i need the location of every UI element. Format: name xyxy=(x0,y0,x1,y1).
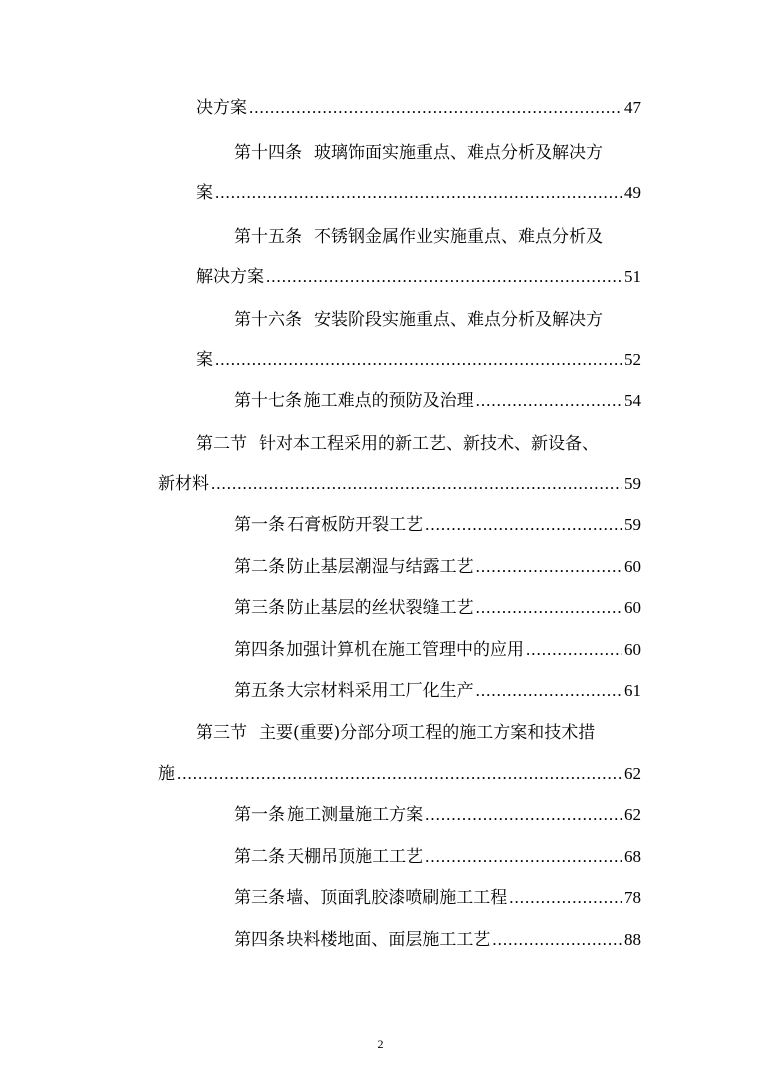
toc-entry-page: 68 xyxy=(624,847,641,866)
toc-entry-number: 第十七条 xyxy=(234,391,302,411)
toc-entry-number: 第五条 xyxy=(234,681,285,701)
dot-leader xyxy=(509,887,622,909)
toc-entry-page: 59 xyxy=(624,474,641,493)
toc-section-number: 第二节 xyxy=(196,434,247,454)
toc-entry xyxy=(234,639,641,661)
toc-section-label: 针对本工程采用的新工艺、新技术、新设备、 xyxy=(259,434,599,454)
toc-entry-number: 第四条 xyxy=(234,640,285,660)
toc-entry-number: 第三条 xyxy=(234,888,285,908)
toc-entry-label: 天棚吊顶施工工艺 xyxy=(287,847,424,867)
toc-entry xyxy=(196,266,641,288)
toc-entry-page: 52 xyxy=(624,350,641,369)
toc-entry-label: 加强计算机在施工管理中的应用 xyxy=(286,640,525,660)
toc-entry-heading xyxy=(234,142,603,164)
toc-entry-number: 第二条 xyxy=(234,847,285,867)
toc-entry xyxy=(234,390,641,412)
toc-entry-page: 88 xyxy=(624,930,641,949)
toc-entry xyxy=(158,473,641,495)
dot-leader xyxy=(249,97,622,119)
dot-leader xyxy=(215,349,622,371)
toc-entry-page: 60 xyxy=(624,640,641,659)
toc-entry xyxy=(234,597,641,619)
toc-entry-page: 54 xyxy=(624,391,641,410)
toc-entry-label: 防止基层的丝状裂缝工艺 xyxy=(286,598,474,618)
toc-entry-label: 防止基层潮湿与结露工艺 xyxy=(286,557,474,577)
toc-entry xyxy=(234,556,641,578)
dot-leader xyxy=(215,182,622,204)
toc-entry xyxy=(234,846,641,868)
toc-entry-label: 石膏板防开裂工艺 xyxy=(287,515,424,535)
dot-leader xyxy=(476,556,622,578)
toc-entry-label: 施工测量施工方案 xyxy=(287,805,424,825)
toc-entry-heading xyxy=(234,309,603,331)
toc-entry-number: 第二条 xyxy=(234,557,285,577)
toc-entry-number: 第三条 xyxy=(234,598,285,618)
toc-entry-label: 施 xyxy=(158,764,175,784)
toc-entry-label: 安装阶段实施重点、难点分析及解决方 xyxy=(314,310,603,330)
toc-entry-label: 大宗材料采用工厂化生产 xyxy=(286,681,474,701)
dot-leader xyxy=(177,763,622,785)
toc-entry xyxy=(234,514,641,536)
toc-entry-label: 案 xyxy=(196,183,213,203)
toc-entry-label: 墙、顶面乳胶漆喷刷施工工程 xyxy=(286,888,508,908)
dot-leader xyxy=(425,846,622,868)
toc-entry-page: 78 xyxy=(624,888,641,907)
toc-entry xyxy=(234,887,641,909)
toc-entry-page: 62 xyxy=(624,805,641,824)
toc-entry-number: 第十四条 xyxy=(234,143,302,163)
toc-entry-page: 60 xyxy=(624,598,641,617)
toc-entry xyxy=(234,680,641,702)
dot-leader xyxy=(476,597,622,619)
dot-leader xyxy=(526,639,622,661)
toc-entry-page: 61 xyxy=(624,681,641,700)
toc-entry-page: 62 xyxy=(624,764,641,783)
toc-entry-number: 第十五条 xyxy=(234,227,302,247)
dot-leader xyxy=(425,804,622,826)
toc-section-label: 主要(重要)分部分项工程的施工方案和技术措 xyxy=(259,723,596,743)
toc-entry-label: 解决方案 xyxy=(196,267,264,287)
toc-entry-number: 第一条 xyxy=(234,805,285,825)
toc-entry-page: 59 xyxy=(624,515,641,534)
dot-leader xyxy=(266,266,622,288)
toc-entry-heading xyxy=(234,226,603,248)
dot-leader xyxy=(211,473,622,495)
dot-leader xyxy=(492,929,622,951)
toc-entry-number: 第四条 xyxy=(234,930,285,950)
toc-entry-label: 决方案 xyxy=(196,98,247,118)
toc-section-heading xyxy=(196,433,599,455)
toc-entry xyxy=(196,182,641,204)
toc-entry-number: 第十六条 xyxy=(234,310,302,330)
dot-leader xyxy=(425,514,622,536)
toc-entry-label: 施工难点的预防及治理 xyxy=(303,391,474,411)
toc-entry xyxy=(234,804,641,826)
toc-entry-label: 玻璃饰面实施重点、难点分析及解决方 xyxy=(314,143,603,163)
toc-entry-page: 49 xyxy=(624,183,641,202)
toc-section-number: 第三节 xyxy=(196,723,247,743)
toc-entry xyxy=(158,763,641,785)
toc-entry xyxy=(196,349,641,371)
toc-entry-label: 不锈钢金属作业实施重点、难点分析及 xyxy=(314,227,603,247)
toc-entry-page: 47 xyxy=(624,98,641,117)
toc-entry-label: 新材料 xyxy=(158,474,209,494)
page-number: 2 xyxy=(377,1037,384,1051)
toc-entry-label: 块料楼地面、面层施工工艺 xyxy=(286,930,491,950)
toc-entry xyxy=(234,929,641,951)
toc-entry-number: 第一条 xyxy=(234,515,285,535)
dot-leader xyxy=(476,680,622,702)
toc-section-heading xyxy=(196,722,595,744)
dot-leader xyxy=(476,390,622,412)
toc-entry-page: 60 xyxy=(624,557,641,576)
toc-entry-page: 51 xyxy=(624,267,641,286)
toc-entry xyxy=(196,97,641,119)
toc-entry-label: 案 xyxy=(196,350,213,370)
